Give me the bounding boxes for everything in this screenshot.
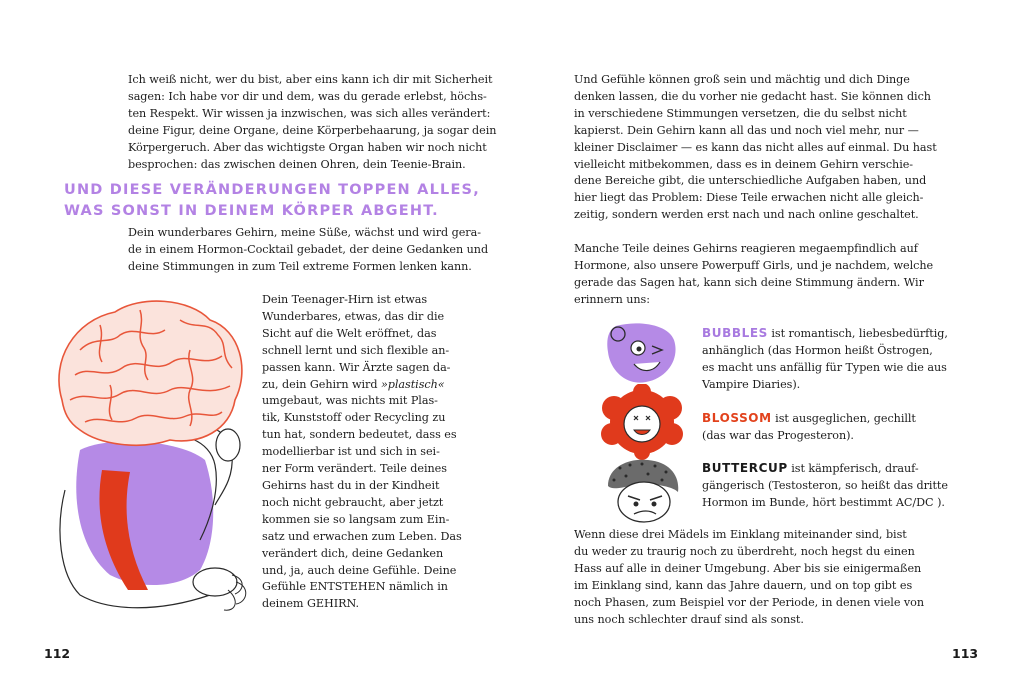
buttercup-face [618,482,670,522]
buttercup-name: BUTTERCUP [702,461,788,475]
pull-quote: UND DIESE VERÄNDERUNGEN TOPPEN ALLES, WAS SONST IN DEINEM KÖRPER ABGEHT. [64,182,480,219]
page-number-right: 113 [952,646,979,661]
buttercup-text: BUTTERCUP ist kämpferisch, drauf- gängerisch (Testosteron, so heißt das dritte Hormon im Bunde, hört bestimmt AC/DC ). [702,461,948,509]
bubbles-name: BUBBLES [702,326,768,340]
brain-shape [59,301,242,445]
buttercup-head-illustration [600,456,684,528]
page-number-left: 112 [44,646,71,661]
blossom-head-illustration [600,384,684,460]
body-shape [76,441,213,585]
feelings-paragraph: Und Gefühle können groß sein und mächtig und dich Dinge denken lassen, die du vorher nie gedacht hast. Sie können dich in verschiedene Stimmungen versetzen, die du selbst nicht kapierst. Dein Gehirn kann all das und noch viel mehr, nur — kleiner Disclaimer — es kann das nicht alles auf einmal. Du hast vielleicht mitbekommen, dass es in deinem Gehirn verschie- dene Bereiche gibt, die unterschiedliche Aufgaben haben, und hier liegt das Problem: Diese Teile erwachen nicht alle gleich- zeitig, sondern werden erst nach und nach online geschaltet. [574,73,937,222]
blossom-face [624,406,660,442]
hormones-paragraph: Manche Teile deines Gehirns reagieren megaempfindlich auf Hormone, also unsere Powerpuff Girls, und je nachdem, welche gerade das Sagen hat, kann sich deine Stimmung ändern. Wir erinnern uns: [574,242,934,306]
intro-paragraph: Ich weiß nicht, wer du bist, aber eins kann ich dir mit Sicherheit sagen: Ich habe vor dir und dem, was du gerade erlebst, höchs- ten Respekt. Wir wissen ja inzwischen, was sich alles verändert: deine Figur, deine Organe, deine Körperbehaarung, ja sogar dein Körpergeruch. Aber das wichtigste Organ haben wir noch nicht besprochen: das zwischen deinen Ohren, dein Teenie-Brain. [128,73,497,171]
brain-girl-illustration [40,290,255,620]
bubbles-text: BUBBLES ist romantisch, liebesbedürftig, anhänglich (das Hormon heißt Östrogen, es macht uns anfällig für Typen wie die aus Vampire Diaries). [702,326,948,391]
fist-shape [216,429,240,461]
blossom-name: BLOSSOM [702,411,772,425]
after-quote-paragraph: Dein wunderbares Gehirn, meine Süße, wächst und wird gera- de in einem Hormon-Cocktail gebadet, der deine Gedanken und deine Stimmungen in zum Teil extreme Formen lenken kann. [128,226,489,273]
bubbles-head-illustration [598,318,682,388]
harmony-paragraph: Wenn diese drei Mädels im Einklang miteinander sind, bist du weder zu traurig noch zu überdreht, noch hegst du einen Hass auf alle in deiner Umgebung. Aber bis sie einigermaßen im Einklang sind, kann das Jahre dauern, und on top gibt es noch Phasen, zum Beispiel vor der Periode, in denen viele von uns noch schlechter drauf sind als sonst. [574,528,925,626]
brain-column-text: Dein Teenager-Hirn ist etwas Wunderbares, etwas, das dir die Sicht auf die Welt eröffnet, das schnell lernt und sich flexible an- passen kann. Wir Ärzte sagen da- zu, dein Gehirn wird »plastisch« umgebaut, was nichts mit Plas- tik, Kunststoff oder Recycling zu tun hat, sondern bedeutet, dass es modellierbar ist und sich in sei- ner Form verändert. Teile deines Gehirns hast du in der Kindheit noch nicht gebraucht, aber jetzt kommen sie so langsam zum Ein- satz und erwachen zum Leben. Das verändert dich, deine Gedanken und, ja, auch deine Gefühle. Deine Gefühle ENTSTEHEN nämlich in deinem GEHIRN. [262,293,462,611]
plastisch-word: »plastisch« [380,377,445,391]
blossom-text: BLOSSOM ist ausgeglichen, gechillt (das war das Progesteron). [702,411,916,442]
